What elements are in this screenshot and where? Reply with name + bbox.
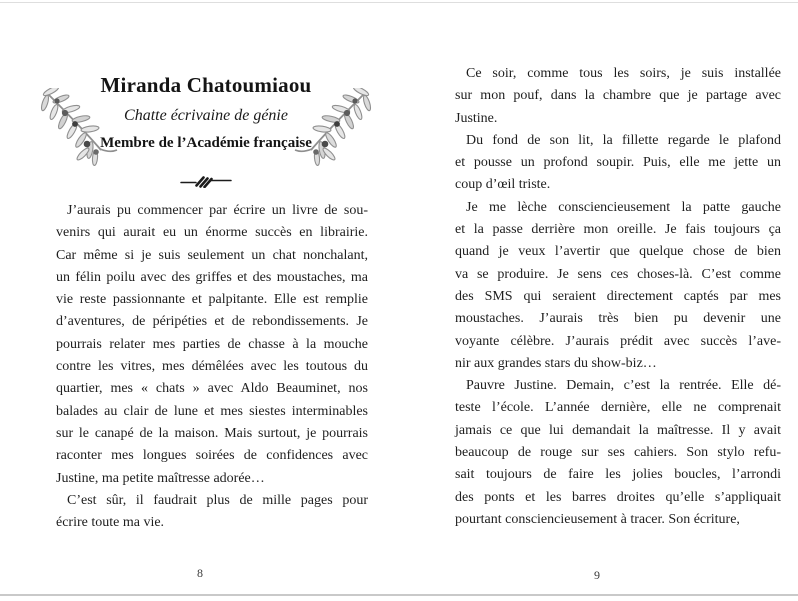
body-text-line: Ce soir, comme tous les soirs, je suis installée bbox=[466, 66, 781, 81]
body-text-line: nir aux grandes stars du show-biz… bbox=[455, 355, 657, 371]
chapter-header bbox=[38, 70, 374, 200]
body-text-line: Justine, ma petite maîtresse adorée… bbox=[56, 470, 265, 486]
body-text-line: J’aurais pu commencer par écrire un livre de sou- bbox=[67, 203, 368, 218]
body-text-line: raconter mes longues soirées de confidences avec bbox=[56, 448, 368, 464]
chapter-affiliation: Membre de l’Académie française bbox=[100, 135, 312, 151]
body-text-line: quand je veux l’avertir que quelque chose de bien bbox=[455, 244, 781, 260]
body-text-line: contre les vitres, mes démêlées avec les toutous du bbox=[56, 359, 368, 375]
body-text-line: sait toujours de faire les jolies boucles, l’arrondi bbox=[455, 467, 781, 483]
body-text-line: écrire toute ma vie. bbox=[56, 515, 165, 531]
body-text-line: pourrais relater mes parties de chasse à la mouche bbox=[56, 336, 368, 352]
body-text-line: Pauvre Justine. Demain, c’est la rentrée. Elle dé- bbox=[466, 378, 781, 394]
body-text-line: sur le canapé de la maison. Mais surtout, je pourrais bbox=[56, 425, 368, 441]
body-text-line: vie reste passionnante et palpitante. Elle est remplie bbox=[56, 292, 368, 308]
body-text-line: C’est sûr, il faudrait plus de mille pages pour bbox=[67, 492, 368, 508]
chapter-title: Miranda Chatoumiaou bbox=[100, 73, 312, 97]
body-text-line: Du fond de son lit, la fillette regarde le plafond bbox=[466, 132, 781, 148]
right-page-text bbox=[455, 63, 781, 531]
body-text-line: va se produire. Je sens ces choses-là. C’est comme bbox=[455, 266, 781, 282]
body-text-line: teste l’école. L’année dernière, elle ne comprenait bbox=[455, 400, 781, 416]
body-text-line: et pousse un profond soupir. Puis, elle me jette un bbox=[455, 155, 781, 171]
body-text-line: balades au clair de lune et mes siestes interminables bbox=[56, 403, 368, 419]
chapter-subtitle: Chatte écrivaine de génie bbox=[124, 107, 288, 124]
page-number-right: 9 bbox=[594, 568, 600, 582]
body-text-line: beaucoup de rouge sur ses cahiers. Son stylo refu- bbox=[455, 445, 781, 461]
body-text-line: des SMS qui seraient directement captés par mes bbox=[455, 288, 781, 304]
body-text-line: Justine. bbox=[455, 110, 498, 126]
body-text-line: venirs qui aurait eu un énorme succès en librairie. bbox=[56, 225, 368, 241]
body-text-line: et la passe derrière mon oreille. Je fais toujours ça bbox=[455, 222, 781, 238]
right-page bbox=[399, 0, 798, 601]
body-text-line: sur mon pouf, dans la chambre que je partage avec bbox=[455, 88, 781, 104]
body-text-line: moustaches. J’aurais très bien pu devenir une bbox=[455, 311, 781, 327]
body-text-line: des ponts et les barres droites qu’elle s’appliquait bbox=[455, 489, 781, 505]
body-text-line: pourtant consciencieusement à tracer. Son écriture, bbox=[455, 511, 740, 527]
body-text-line: Je me lèche consciencieusement la patte gauche bbox=[466, 199, 781, 215]
body-text-line: jamais ce que lui demandait la maîtresse. Il y avait bbox=[455, 422, 781, 438]
body-text-line: coup d’œil triste. bbox=[455, 177, 551, 193]
rope-knot-divider-icon bbox=[180, 174, 232, 188]
page-number-left: 8 bbox=[197, 566, 203, 580]
olive-branch-icon bbox=[38, 88, 118, 172]
body-text-line: Car même si je suis seulement un chat nonchalant, bbox=[56, 247, 368, 263]
body-text-line: quartier, mes « chats » avec Aldo Beauminet, nos bbox=[56, 381, 368, 397]
olive-branch-icon bbox=[294, 88, 374, 172]
body-text-line: d’aventures, de péripéties et de rebondissements. Je bbox=[56, 314, 368, 330]
left-page-text bbox=[56, 200, 368, 534]
body-text-line: un félin poilu avec des griffes et des moustaches, ma bbox=[56, 269, 368, 285]
body-text-line: voyante célèbre. J’aurais prédit avec succès l’ave- bbox=[455, 333, 781, 349]
